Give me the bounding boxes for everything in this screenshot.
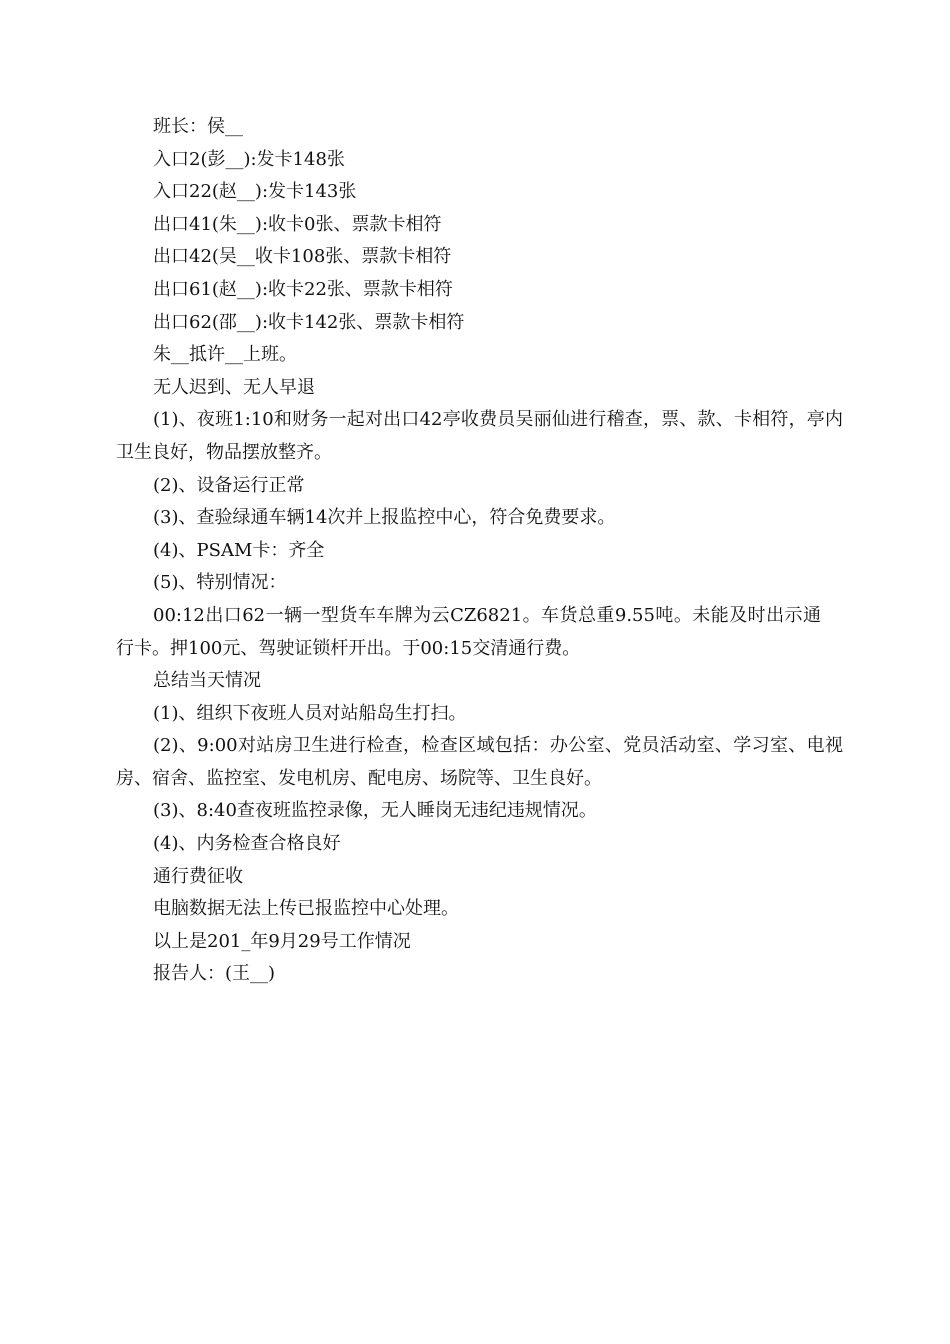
night-check-item-4: (4)、PSAM卡：齐全 <box>153 539 325 561</box>
document-body <box>116 111 843 991</box>
exit-62-line: 出口62(邵__):收卡142张、票款卡相符 <box>153 311 465 333</box>
summary-item-2: (2)、9:00对站房卫生进行检查，检查区域包括：办公室、党员活动室、学习室、电视房、宿舍、监控室、发电机房、配电房、场院等、卫生良好。 <box>116 735 843 789</box>
summary-item-1: (1)、组织下夜班人员对站船岛生打扫。 <box>153 702 467 724</box>
night-check-item-2: (2)、设备运行正常 <box>153 474 305 496</box>
attendance-line: 无人迟到、无人早退 <box>153 376 315 398</box>
exit-42-line: 出口42(吴__收卡108张、票款卡相符 <box>153 246 452 268</box>
night-check-item-5: (5)、特别情况： <box>153 572 287 594</box>
night-check-item-3: (3)、查验绿通车辆14次并上报监控中心，符合免费要求。 <box>153 507 616 529</box>
exit-41-line: 出口41(朱__):收卡0张、票款卡相符 <box>153 213 442 235</box>
night-check-item-1: (1)、夜班1:10和财务一起对出口42亭收费员吴丽仙进行稽查，票、款、卡相符，亭内卫生良好，物品摆放整齐。 <box>116 409 843 463</box>
team-leader-line: 班长：侯__ <box>153 116 243 137</box>
entrance-22-line: 入口22(赵__):发卡143张 <box>153 181 357 203</box>
entrance-2-line: 入口2(彭__):发卡148张 <box>153 148 345 170</box>
toll-text: 电脑数据无法上传已报监控中心处理。 <box>153 898 459 920</box>
reporter-line: 报告人：(王__) <box>153 963 276 985</box>
closing-line: 以上是201_年9月29号工作情况 <box>153 930 411 952</box>
summary-item-3: (3)、8:40查夜班监控录像，无人睡岗无违纪违规情况。 <box>153 800 597 822</box>
toll-heading: 通行费征收 <box>153 865 243 887</box>
summary-heading: 总结当天情况 <box>153 670 261 692</box>
special-situation-paragraph: 00:12出口62一辆一型货车车牌为云CZ6821。车货总重9.55吨。未能及时出示通行卡。押100元、驾驶证锁杆开出。于00:15交清通行费。 <box>116 604 821 659</box>
exit-61-line: 出口61(赵__):收卡22张、票款卡相符 <box>153 278 453 300</box>
summary-item-4: (4)、内务检查合格良好 <box>153 833 341 855</box>
shift-arrival-line: 朱__抵许__上班。 <box>153 344 297 366</box>
